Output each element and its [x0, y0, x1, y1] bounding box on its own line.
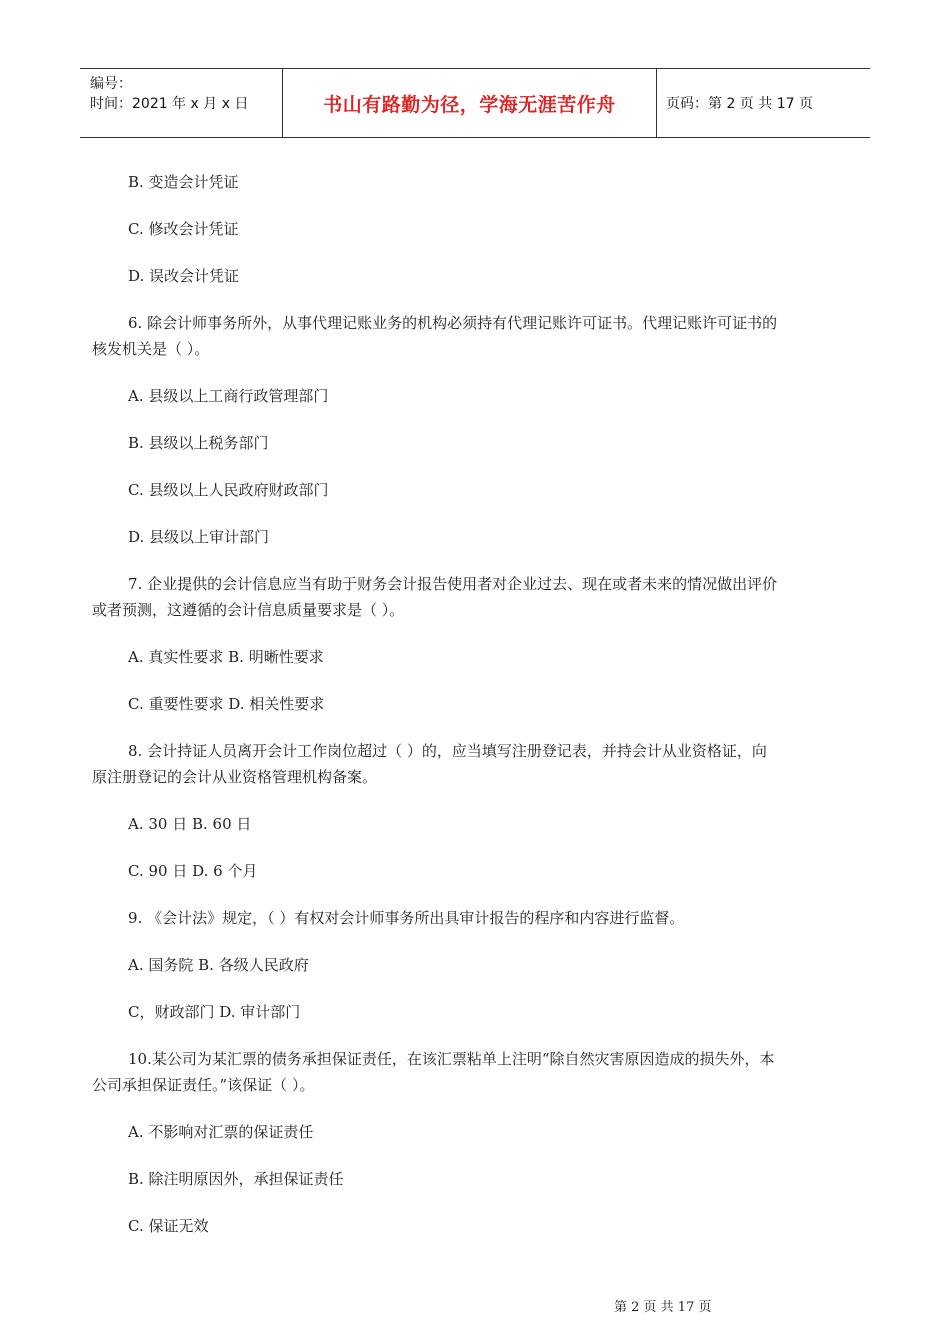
option-line: A. 不影响对汇票的保证责任	[128, 1123, 314, 1141]
question-6: 6. 除会计师事务所外，从事代理记账业务的机构必须持有代理记账许可证书。代理记账许可证书的	[128, 314, 778, 332]
header-page-code: 页码：第 2 页 共 17 页	[666, 96, 813, 112]
question-10-continued: 公司承担保证责任。”该保证（ ）。	[92, 1076, 315, 1094]
question-7-continued: 或者预测，这遵循的会计信息质量要求是（ ）。	[92, 601, 405, 619]
option-line: C. 重要性要求 D. 相关性要求	[128, 695, 325, 713]
header-motto-cell	[282, 69, 657, 137]
option-line: C，财政部门 D. 审计部门	[128, 1003, 301, 1021]
question-6-continued: 核发机关是（ ）。	[92, 340, 210, 358]
document-date: 时间：2021 年 x 月 x 日	[90, 96, 249, 112]
header-page-cell	[656, 69, 870, 137]
document-number-label: 编号：	[90, 76, 132, 92]
option-line: A. 30 日 B. 60 日	[128, 815, 252, 833]
question-8-continued: 原注册登记的会计从业资格管理机构备案。	[92, 768, 378, 786]
option-line: D. 误改会计凭证	[128, 267, 240, 285]
option-line: B. 县级以上税务部门	[128, 434, 269, 452]
question-10: 10.某公司为某汇票的债务承担保证责任，在该汇票粘单上注明“除自然灾害原因造成的损失外，本	[128, 1050, 775, 1068]
option-line: C. 保证无效	[128, 1217, 209, 1235]
option-line: B. 除注明原因外，承担保证责任	[128, 1170, 344, 1188]
option-line: A. 国务院 B. 各级人民政府	[128, 956, 309, 974]
header-motto: 书山有路勤为径，学海无涯苦作舟	[323, 93, 616, 116]
option-line: C. 修改会计凭证	[128, 220, 239, 238]
question-9: 9. 《会计法》规定，（ ）有权对会计师事务所出具审计报告的程序和内容进行监督。	[128, 909, 685, 927]
question-8: 8. 会计持证人员离开会计工作岗位超过（ ）的，应当填写注册登记表，并持会计从业资格证，向	[128, 742, 767, 760]
option-line: C. 县级以上人民政府财政部门	[128, 481, 329, 499]
option-line: D. 县级以上审计部门	[128, 528, 270, 546]
option-line: C. 90 日 D. 6 个月	[128, 862, 258, 880]
question-7: 7. 企业提供的会计信息应当有助于财务会计报告使用者对企业过去、现在或者未来的情况做出评价	[128, 575, 778, 593]
page-footer: 第 2 页 共 17 页	[614, 1300, 712, 1315]
header-meta-cell	[80, 69, 282, 137]
option-line: B. 变造会计凭证	[128, 173, 239, 191]
option-line: A. 真实性要求 B. 明晰性要求	[128, 648, 324, 666]
page-header	[80, 68, 870, 138]
option-line: A. 县级以上工商行政管理部门	[128, 387, 329, 405]
